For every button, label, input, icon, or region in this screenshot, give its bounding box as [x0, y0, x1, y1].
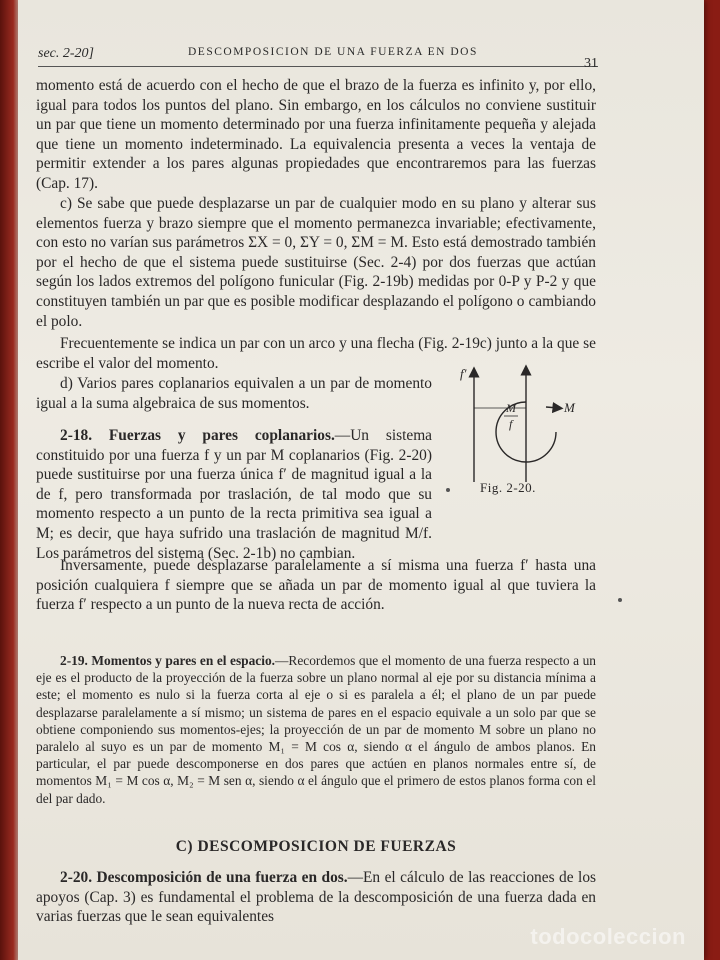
- paragraph-8: [36, 868, 596, 927]
- running-header: [38, 44, 598, 71]
- paragraph-5: [36, 426, 432, 563]
- paragraph-6: Inversamente, puede desplazarse paralelamente a sí misma una fuerza f′ hasta una posición cualquiera f siempre que se añada un par de momento igual al que tuviera la fuerza f′ respecto a un punto de la nueva recta de acción.: [36, 557, 596, 614]
- section-2-19-heading: 2-19. Momentos y pares en el espacio.: [60, 653, 276, 668]
- section-c-wrapper: [36, 838, 596, 862]
- figure-2-20: [446, 364, 596, 494]
- figure-caption: Fig. 2-20.: [480, 480, 536, 495]
- watermark: todocoleccion: [530, 924, 686, 949]
- section-2-20-text: —En el cálculo de las reacciones de los apoyos (Cap. 3) es fundamental el problema de la descomposición de una fuerza dada en varias fuerzas que le sean equivalentes: [36, 869, 597, 926]
- section-2-18-heading: 2-18. Fuerzas y pares coplanarios.: [60, 427, 335, 444]
- paragraph-7: [36, 652, 596, 807]
- section-c-heading: C) DESCOMPOSICION DE FUERZAS: [175, 838, 457, 855]
- book-page: [18, 0, 704, 960]
- section-2-20-heading: 2-20. Descomposición de una fuerza en dos.: [60, 869, 348, 886]
- paragraph-4: d) Varios pares coplanarios equivalen a un par de momento igual a la suma algebraica de sus momentos.: [36, 375, 432, 412]
- label-f-prime: f′: [460, 366, 467, 381]
- paragraph-1: momento está de acuerdo con el hecho de que el brazo de la fuerza es infinito y, por ello, igual para todos los puntos del plano. Sin embargo, en los cálculos no conviene sustituir un par que tiene un momento determinado por una fuerza infinitamente pequeña y alejada que tiene un momento indeterminado. La equivalencia presenta a veces la ventaja de permitir extender a los pares algunas propiedades que encontraremos para las fuerzas (Cap. 17).: [36, 77, 596, 192]
- page-number: 31: [584, 56, 598, 71]
- ink-dot: [446, 488, 450, 492]
- label-M-left: M: [506, 401, 516, 415]
- section-2-19-text: —Recordemos que el momento de una fuerza respecto a un eje es el producto de la proyección de la fuerza sobre un plano normal al eje por su distancia mínima a este; el momento es nulo si la fuerza corta al eje o si es paralela a él; el plano de un par puede desplazarse paralelamente a sí mismo; un sistema de pares en el espacio equivale a un solo par que se obtiene componiendo sus momentos-ejes; la proyección de un par de momento M sobre un plano no paralelo al suyo es un par de momento M₁ = M cos α, siendo α el ángulo de ambos planos. En particular, el par puede descomponerse en dos pares que actúen en planos normales entre sí, de momentos M₁ = M cos α, M₂ = M sen α, siendo α el ángulo que el primero de estos planos forma con el del par dado.: [36, 653, 596, 806]
- ink-dot: [618, 598, 622, 602]
- paragraph-2: c) Se sabe que puede desplazarse un par de cualquier modo en su plano y alterar sus elementos fuerza y brazo siempre que el momento permanezca invariable; efectivamente, con esto no varían sus parámetros ΣX = 0, ΣY = 0, ΣM = M. Esto está demostrado también por el hecho de que el sistema puede sustituirse (Sec. 2-4) por dos fuerzas que actúan según los lados extremos del polígono funicular (Fig. 2-19b) medidas por 0-P y P-2 y que constituyen también un par que es posible modificar desplazando el polígono o cambiando el polo.: [36, 195, 596, 330]
- paragraph-3: Frecuentemente se indica un par con un arco y una flecha (Fig. 2-19c) junto a la que se escribe el valor del momento.: [36, 335, 596, 372]
- label-M-right: M: [564, 400, 575, 415]
- header-title: DESCOMPOSICION DE UNA FUERZA EN DOS: [188, 46, 478, 58]
- moment-arrow: [546, 407, 558, 408]
- header-section: sec. 2-20]: [38, 46, 94, 61]
- section-2-18-text: —Un sistema constituido por una fuerza f y un par M coplanarios (Fig. 2-20) puede sustituirse por una fuerza única f′ de magnitud igual a la de f, pero transformada por traslación, de tal modo que su momento respecto a un punto de la recta primitiva sea igual a M; es decir, que haya sufrido una traslación de magnitud M/f. Los parámetros del sistema (Sec. 2-1b) no cambian.: [36, 427, 432, 562]
- label-f: f: [509, 417, 513, 431]
